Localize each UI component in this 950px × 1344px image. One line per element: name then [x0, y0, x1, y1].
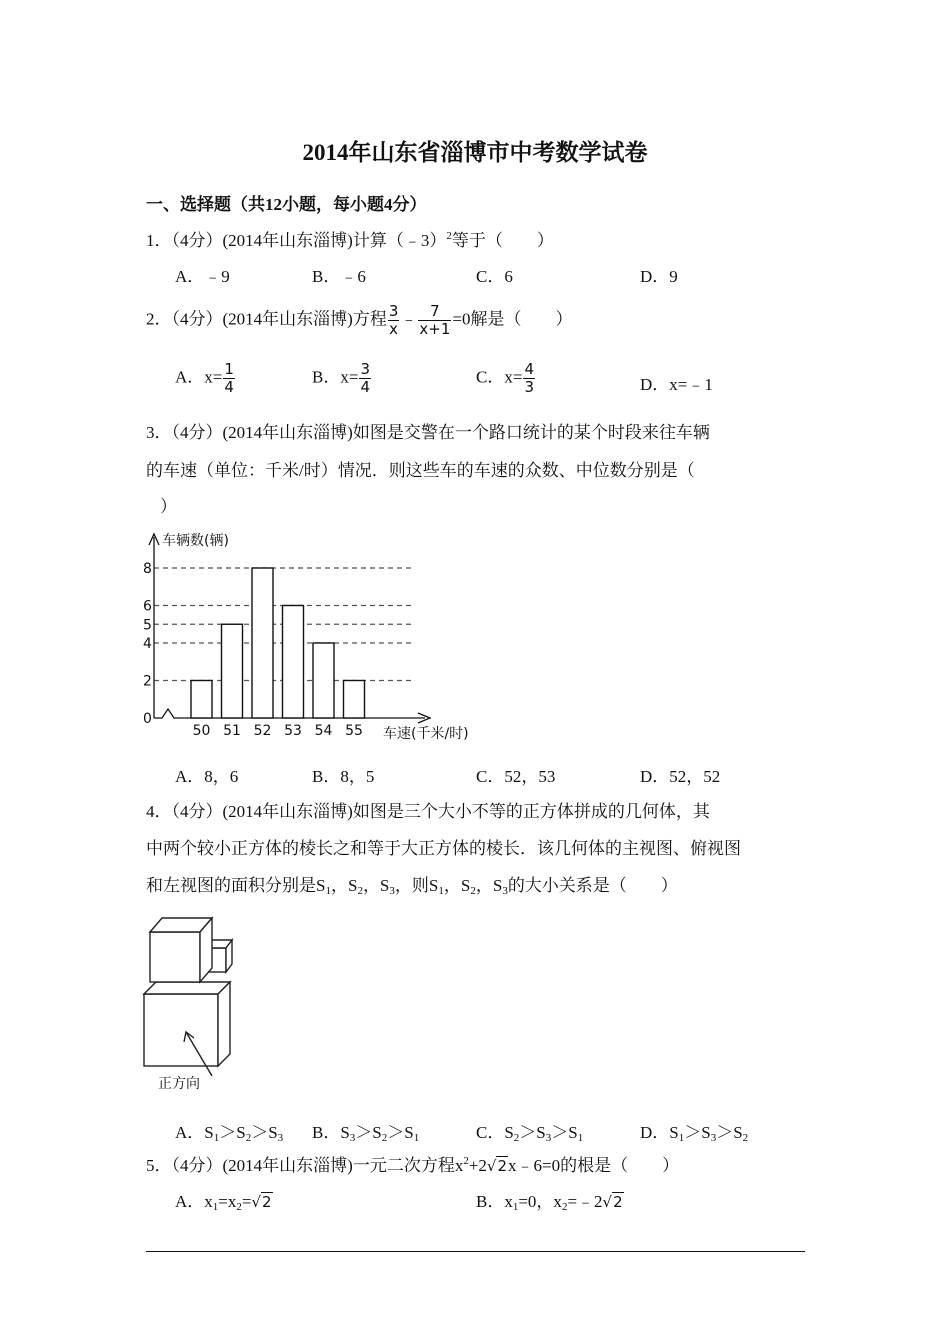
q1-text: 1．（4分）(2014年山东淄博)计算（﹣3） [146, 231, 447, 250]
q4-l3-text: ，S [330, 876, 358, 895]
q3-line-3: ） [160, 497, 177, 516]
y-tick-label: 0 [143, 711, 152, 727]
large-cube-front [144, 994, 218, 1066]
bar-55 [344, 681, 365, 719]
x-tick-label: 55 [345, 723, 363, 739]
q5-a-text: A．x [175, 1192, 213, 1211]
q5-b-text: =0，x [518, 1192, 562, 1211]
x-tick-label: 54 [314, 723, 333, 739]
q4-l3-sub: 2 [470, 885, 476, 897]
q5-a-text: =x [218, 1192, 237, 1211]
medium-cube-front [150, 932, 200, 982]
q5-a-sqrt: √2 [251, 1193, 272, 1211]
q1-tail: 等于（ ） [451, 231, 554, 250]
cube-figure [140, 912, 240, 1094]
q4-option-a [175, 1118, 283, 1144]
q4-b-text: ＞S [387, 1123, 414, 1142]
q5-a-radicand: 2 [262, 1193, 272, 1211]
q2-option-b [312, 361, 372, 396]
q4-c-sub: 1 [577, 1132, 584, 1144]
q4-line-2: 中两个较小正方体的棱长之和等于大正方体的棱长．该几何体的主视图、俯视图 [146, 839, 741, 858]
q4-a-text: A．S [175, 1123, 214, 1142]
x-tick-label: 53 [284, 723, 302, 739]
q5-prefix: 5．（4分）(2014年山东淄博)一元二次方程x [146, 1156, 464, 1175]
q2-option-b-den: 4 [360, 378, 370, 396]
q3-line-1: 3．（4分）(2014年山东淄博)如图是交警在一个路口统计的某个时段来往车辆 [146, 423, 710, 442]
q4-b-text: B．S [312, 1123, 350, 1142]
q1-exponent: 2 [446, 230, 452, 242]
q4-a-sub: 2 [245, 1132, 252, 1144]
q4-l3-sub: 1 [325, 885, 331, 897]
bar-51 [222, 624, 243, 718]
q5-a-text: = [241, 1192, 252, 1211]
q4-l3-text: ，S [443, 876, 471, 895]
q4-l3-text: 的大小关系是（ ） [507, 876, 678, 895]
q5-b-radicand: 2 [613, 1193, 623, 1211]
q2-option-d: D．x=﹣1 [640, 375, 713, 394]
page-title: 2014年山东省淄博市中考数学试卷 [302, 140, 648, 165]
q5-a-sub: 1 [212, 1201, 219, 1213]
q4-l3-sub: 2 [357, 885, 363, 897]
y-axis-title: 车辆数(辆) [162, 533, 229, 549]
footer-rule [146, 1251, 805, 1252]
bar-54 [313, 643, 334, 718]
q4-a-text: ＞S [251, 1123, 278, 1142]
q4-b-sub: 3 [349, 1132, 356, 1144]
q2-option-c-label: C．x= [476, 367, 523, 387]
x-tick-label: 52 [253, 723, 272, 739]
q5-option-b [476, 1187, 624, 1213]
q4-line-3 [146, 871, 678, 897]
q4-a-sub: 3 [277, 1132, 284, 1144]
q4-d-sub: 2 [742, 1132, 749, 1144]
q3-option-a: A．8，6 [175, 767, 239, 786]
q4-l3-text: 和左视图的面积分别是S [146, 876, 326, 895]
q4-d-sub: 1 [678, 1132, 685, 1144]
q2-fraction-1 [388, 303, 400, 338]
q2-option-a-den: 4 [224, 378, 234, 396]
q2-option-b-label: B．x= [312, 367, 359, 387]
chart-x-tick-labels [193, 723, 363, 739]
speed-bar-chart [140, 525, 500, 750]
q4-b-sub: 1 [413, 1132, 420, 1144]
q4-b-sub: 2 [381, 1132, 388, 1144]
q2-prefix: 2．（4分）(2014年山东淄博)方程 [146, 309, 387, 329]
q4-option-d [640, 1118, 748, 1144]
q5-mid: +2 [468, 1156, 487, 1175]
q2-option-a-label: A．x= [175, 367, 223, 387]
x-tick-label: 51 [223, 723, 241, 739]
q4-b-text: ＞S [355, 1123, 382, 1142]
q5-exponent: 2 [463, 1155, 469, 1167]
q4-l3-sub: 3 [502, 885, 508, 897]
q2-option-a-num: 1 [224, 360, 234, 378]
y-tick-label: 4 [143, 636, 152, 652]
q4-l3-text: ，S [362, 876, 390, 895]
question-2 [146, 303, 572, 338]
q4-c-text: ＞S [551, 1123, 578, 1142]
x-axis-title: 车速(千米/时) [383, 726, 469, 742]
front-direction-label: 正方向 [158, 1076, 200, 1092]
q2-fraction-2 [418, 303, 451, 338]
q2-option-c [476, 361, 536, 396]
q2-tail: =0解是（ ） [452, 309, 573, 329]
q2-option-a [175, 361, 236, 396]
q4-line-1: 4．（4分）(2014年山东淄博)如图是三个大小不等的正方体拼成的几何体，其 [146, 802, 710, 821]
y-tick-label: 5 [143, 617, 152, 634]
q3-line-2: 的车速（单位：千米/时）情况．则这些车的车速的众数、中位数分别是（ [146, 461, 695, 480]
q5-b-text: B．x [476, 1192, 513, 1211]
q1-option-d: D．9 [640, 267, 678, 286]
q5-b-sub: 1 [512, 1201, 519, 1213]
q3-option-c: C．52，53 [476, 767, 556, 786]
q5-tail: x﹣6=0的根是（ ） [508, 1156, 680, 1175]
bar-50 [191, 681, 212, 719]
q5-sqrt: √2 [486, 1157, 508, 1175]
q2-f1-denominator: x [389, 320, 399, 338]
q2-f2-denominator: x+1 [419, 320, 451, 338]
q5-b-sqrt: √2 [602, 1193, 623, 1211]
bar-53 [283, 606, 304, 719]
question-1 [146, 226, 554, 251]
q4-l3-sub: 3 [389, 885, 395, 897]
q2-option-c-fraction [523, 361, 535, 396]
q2-option-c-den: 3 [524, 378, 534, 396]
q4-option-c [476, 1118, 583, 1144]
large-cube-side [218, 982, 230, 1066]
q4-c-text: C．S [476, 1123, 514, 1142]
q2-option-c-num: 4 [524, 360, 534, 378]
q4-c-sub: 3 [545, 1132, 552, 1144]
q4-d-sub: 3 [710, 1132, 717, 1144]
q1-option-b: B．﹣6 [312, 267, 366, 286]
q3-option-d: D．52，52 [640, 767, 721, 786]
q4-d-text: D．S [640, 1123, 679, 1142]
x-tick-label: 50 [192, 723, 211, 739]
q5-option-a [175, 1187, 273, 1213]
bar-52 [252, 568, 273, 718]
y-tick-label: 2 [143, 673, 152, 690]
q5-radicand: 2 [497, 1157, 508, 1175]
q4-l3-sub: 1 [438, 885, 444, 897]
q4-c-sub: 2 [513, 1132, 520, 1144]
q2-f1-numerator: 3 [388, 302, 399, 320]
q5-a-sub: 2 [236, 1201, 242, 1213]
q5-b-text: =﹣2 [567, 1192, 603, 1211]
q4-a-text: ＞S [219, 1123, 246, 1142]
q2-minus: ﹣ [400, 309, 418, 329]
y-tick-label: 6 [143, 598, 152, 615]
section-heading: 一、选择题（共12小题，每小题4分） [146, 195, 427, 214]
q4-d-text: ＞S [716, 1123, 743, 1142]
large-cube-top [144, 982, 230, 994]
q4-c-text: ＞S [519, 1123, 546, 1142]
q4-a-sub: 1 [213, 1132, 220, 1144]
q5-b-sub: 2 [561, 1201, 568, 1213]
question-5 [146, 1151, 679, 1176]
q4-option-b [312, 1118, 419, 1144]
q4-l3-text: ，则S [394, 876, 439, 895]
q1-option-c: C．6 [476, 267, 513, 286]
chart-y-tick-labels [143, 561, 152, 727]
q2-option-b-num: 3 [360, 360, 370, 378]
y-tick-label: 8 [143, 561, 152, 577]
q3-option-b: B．8，5 [312, 767, 375, 786]
q2-f2-numerator: 7 [418, 303, 451, 321]
q4-l3-text: ，S [475, 876, 503, 895]
q2-option-b-fraction [359, 361, 371, 396]
q1-option-a: A．﹣9 [175, 267, 230, 286]
q2-option-a-fraction [223, 361, 235, 396]
q4-d-text: ＞S [684, 1123, 711, 1142]
